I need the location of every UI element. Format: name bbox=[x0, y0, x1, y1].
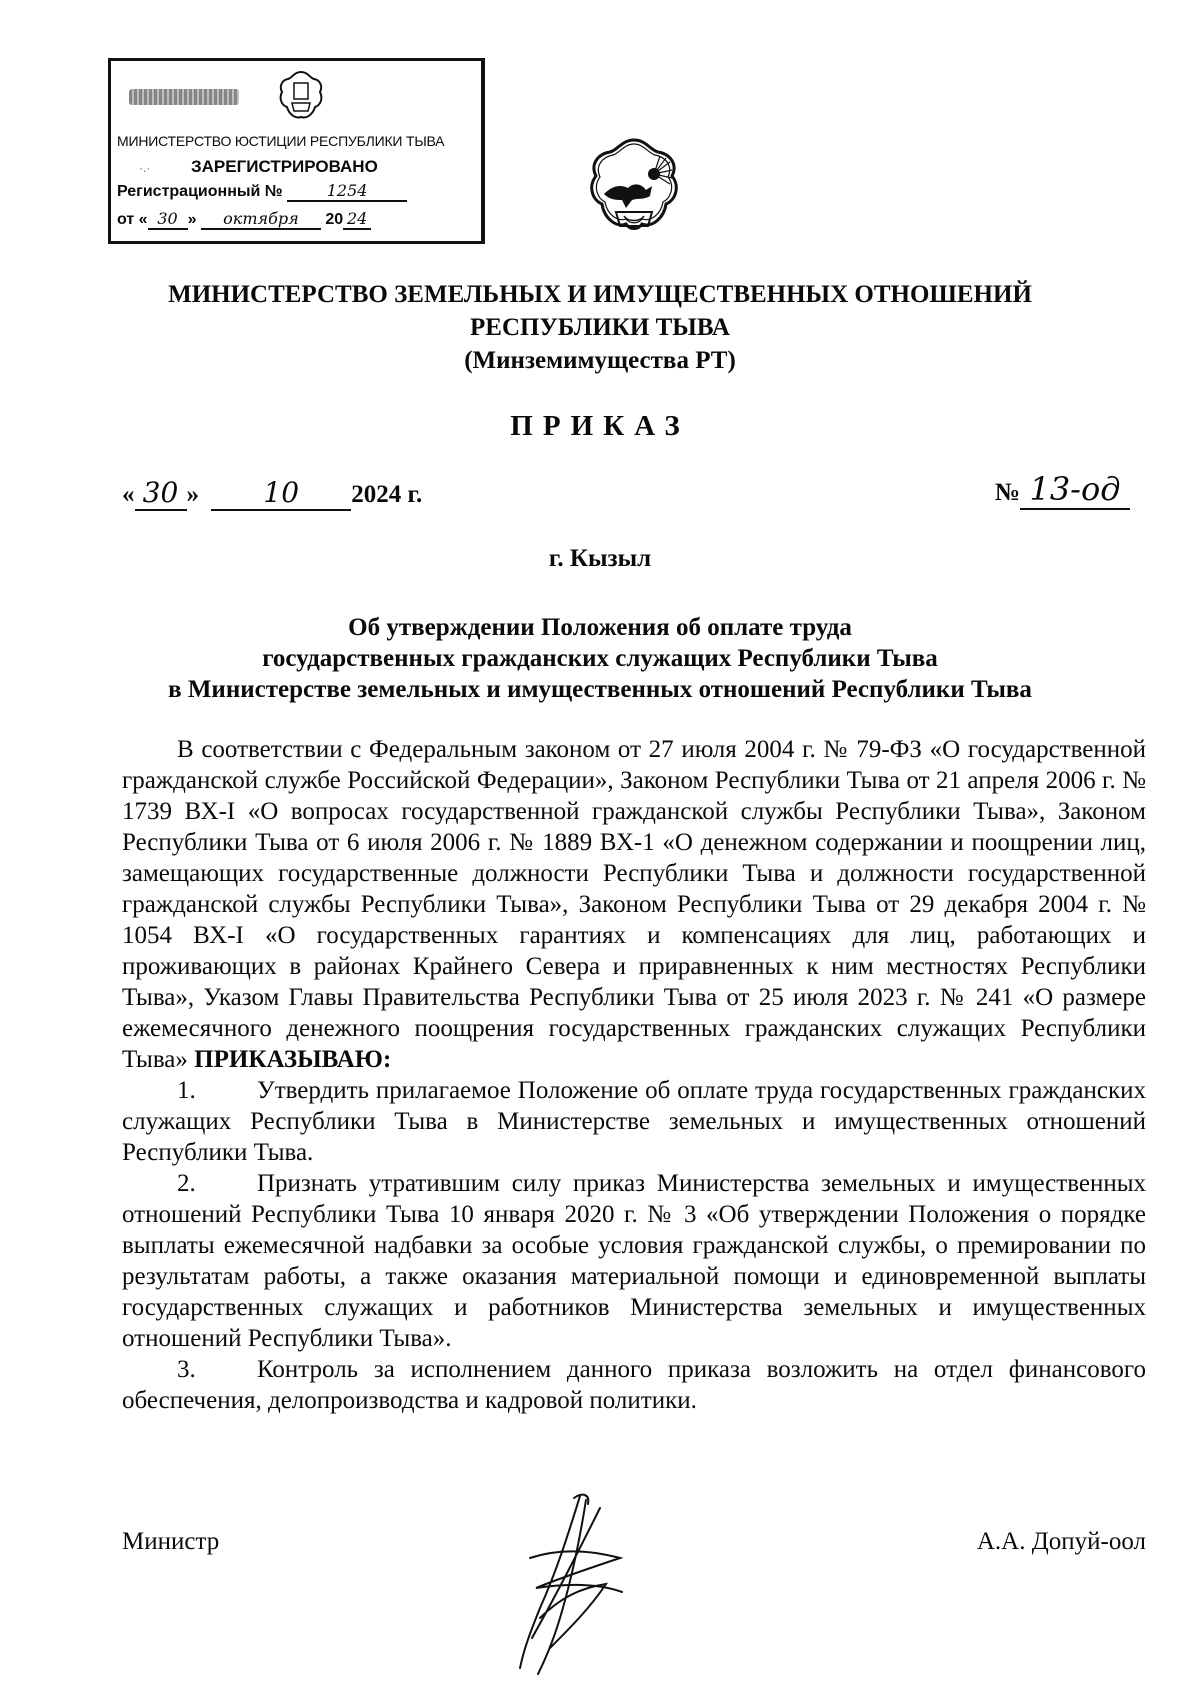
stamp-date-mid: » bbox=[187, 211, 197, 228]
subject-line-3: в Министерстве земельных и имущественных отношений Республики Тыва bbox=[168, 676, 1032, 703]
preamble-text: В соответствии с Федеральным законом от 27 июля 2004 г. № 79-ФЗ «О государственной гражданской службе Российской Федерации», Законом Республики Тыва от 21 апреля 2006 г. № 1739 ВХ-I «О вопросах государственной гражданской службы Республики Тыва», Законом Республики Тыва от 6 июля 2006 г. № 1889 ВХ-1 «О денежном содержании и поощрении лиц, замещающих государственные должности Республики Тыва и должности государственной гражданской службы Республики Тыва», Законом Республики Тыва от 29 декабря 2004 г. № 1054 ВХ-I «О государственных гарантиях и компенсациях для лиц, работающих и проживающих в районах Крайнего Севера и приравненных к ним местностях Республики Тыва», Указом Главы Правительства Республики Тыва от 25 июля 2023 г. № 241 «О размере ежемесячного денежного поощрения государственных гражданских служащих Республики Тыва» bbox=[122, 736, 1146, 1073]
document-type: ПРИКАЗ bbox=[510, 410, 690, 442]
handwritten-signature bbox=[510, 1488, 630, 1678]
city: г. Кызыл bbox=[548, 545, 652, 572]
order-body bbox=[122, 734, 1146, 1416]
list-item bbox=[122, 1168, 1146, 1354]
ministry-header bbox=[60, 278, 1140, 377]
date-open-quote: « bbox=[122, 481, 135, 508]
registration-stamp bbox=[108, 58, 485, 244]
stamp-date-year-suffix: 24 bbox=[343, 209, 371, 230]
stamp-date-line bbox=[117, 209, 371, 230]
order-word: ПРИКАЗЫВАЮ bbox=[194, 1046, 383, 1073]
date-close-quote: » bbox=[186, 481, 199, 508]
signatory-position: Министр bbox=[122, 1528, 220, 1555]
order-date bbox=[122, 476, 422, 511]
stamp-date-day: 30 bbox=[148, 209, 188, 230]
stamp-date-year-prefix: 20 bbox=[325, 211, 344, 228]
preamble-paragraph bbox=[122, 734, 1146, 1075]
coat-of-arms-icon bbox=[572, 134, 696, 258]
item-text: Признать утратившим силу приказ Министерства земельных и имущественных отношений Республики Тыва 10 января 2020 г. № 3 «Об утверждении Положения о порядке выплаты ежемесячной надбавки за особые условия гражданской службы, о премировании по результатам работы, а также оказания материальной помощи и единовременной выплаты государственных служащих и работников Министерства земельных и имущественных отношений Республики Тыва». bbox=[122, 1170, 1146, 1352]
stamp-date-month: октября bbox=[201, 209, 321, 230]
stamp-date-prefix: от « bbox=[117, 211, 148, 228]
stamp-registered: ЗАРЕГИСТРИРОВАНО bbox=[191, 157, 378, 176]
item-text: Утвердить прилагаемое Положение об оплате труда государственных гражданских служащих Республики Тыва в Министерстве земельных и имущественных отношений Республики Тыва. bbox=[122, 1077, 1146, 1166]
stamp-reg-number: 1254 bbox=[287, 181, 407, 202]
item-number: 3. bbox=[177, 1356, 196, 1383]
stamp-smudge bbox=[129, 89, 239, 105]
header-line-2: РЕСПУБЛИКИ ТЫВА bbox=[470, 314, 730, 341]
order-number bbox=[995, 470, 1130, 510]
header-line-3: (Минземимущества РТ) bbox=[464, 347, 736, 374]
number-label: № bbox=[994, 479, 1020, 506]
stamp-emblem-icon bbox=[276, 69, 326, 125]
stamp-ministry: МИНИСТЕРСТВО ЮСТИЦИИ РЕСПУБЛИКИ ТЫВА bbox=[117, 133, 445, 149]
stamp-dots: ·.· bbox=[139, 161, 151, 175]
subject-line-1: Об утверждении Положения об оплате труда bbox=[348, 614, 852, 641]
item-text: Контроль за исполнением данного приказа возложить на отдел финансового обеспечения, делопроизводства и кадровой политики. bbox=[122, 1356, 1146, 1414]
list-item bbox=[122, 1354, 1146, 1416]
order-subject bbox=[100, 612, 1100, 705]
date-day: 30 bbox=[135, 476, 187, 511]
item-number: 1. bbox=[177, 1077, 196, 1104]
stamp-reg-label: Регистрационный № bbox=[117, 183, 283, 200]
subject-line-2: государственных гражданских служащих Республики Тыва bbox=[262, 645, 938, 672]
list-item bbox=[122, 1075, 1146, 1168]
signatory-name: А.А. Допуй-оол bbox=[976, 1528, 1146, 1555]
number-value: 13-од bbox=[1020, 470, 1130, 510]
date-month: 10 bbox=[211, 476, 351, 511]
date-year: 2024 г. bbox=[351, 481, 423, 508]
stamp-reg-number-line bbox=[117, 181, 407, 202]
header-line-1: МИНИСТЕРСТВО ЗЕМЕЛЬНЫХ И ИМУЩЕСТВЕННЫХ ОТНОШЕНИЙ bbox=[168, 281, 1032, 308]
item-number: 2. bbox=[177, 1170, 196, 1197]
order-colon: : bbox=[382, 1046, 392, 1073]
